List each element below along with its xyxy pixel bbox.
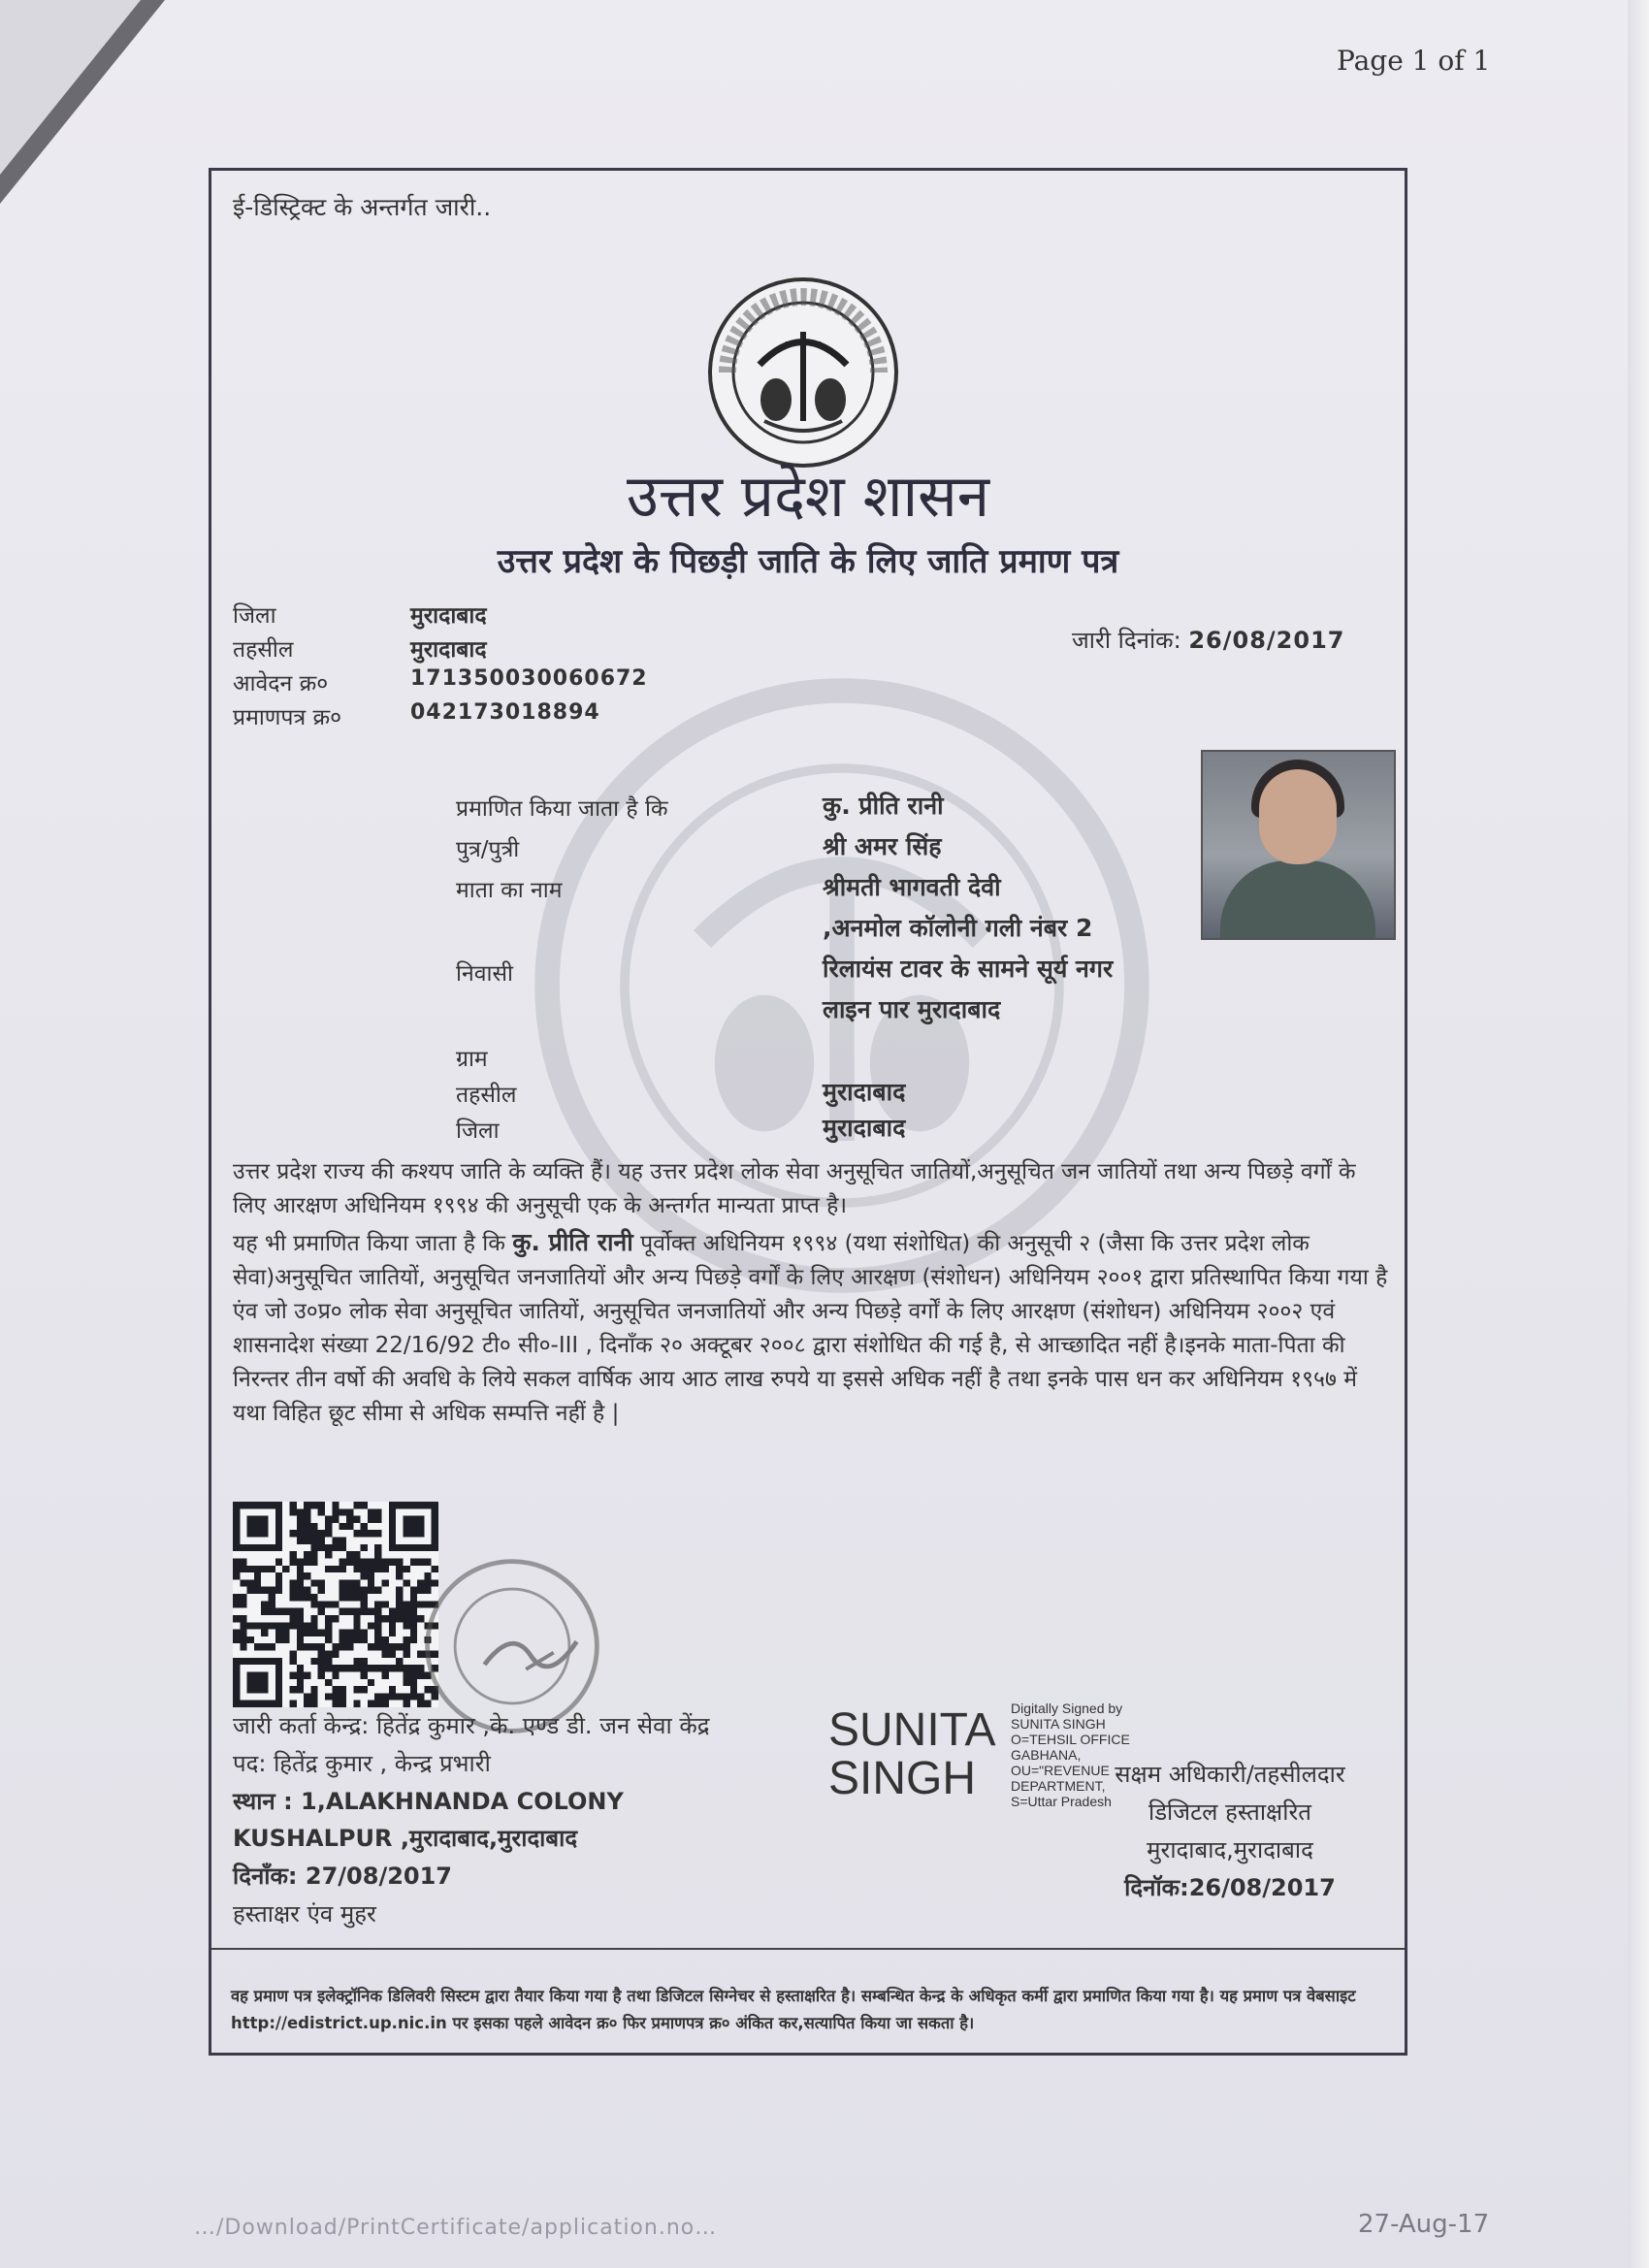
- applicant-tehsil-label: तहसील: [456, 1083, 517, 1108]
- applicant-photo: [1201, 750, 1396, 940]
- applicant-tehsil-value: मुरादाबाद: [823, 1078, 906, 1106]
- exemption-paragraph-lead: यह भी प्रमाणित किया जाता है कि: [233, 1231, 513, 1256]
- father-name: श्री अमर सिंह: [823, 832, 942, 860]
- applicant-name: कु. प्रीति रानी: [823, 792, 944, 820]
- folded-corner-flap: [0, 0, 141, 175]
- print-date-strip: 27-Aug-17: [1358, 2210, 1490, 2239]
- address-line-1: ,अनमोल कॉलोनी गली नंबर 2: [823, 914, 1093, 942]
- signature-detail-line: DEPARTMENT,: [1011, 1778, 1106, 1794]
- issuer-place-2: KUSHALPUR ,मुरादाबाद,मुरादाबाद: [233, 1825, 578, 1852]
- officer-title: सक्षम अधिकारी/तहसीलदार: [1115, 1761, 1345, 1788]
- village-label: ग्राम: [456, 1047, 488, 1072]
- exemption-paragraph: [233, 1225, 1392, 1431]
- applicant-district-label: जिला: [456, 1118, 500, 1144]
- certified-label: प्रमाणित किया जाता है कि: [456, 796, 668, 822]
- tehsil-label: तहसील: [233, 637, 294, 663]
- officer-date: दिनॉक:26/08/2017: [1124, 1874, 1336, 1901]
- exemption-paragraph-text: पूर्वोक्त अधिनियम १९९४ (यथा संशोधित) की अनुसूची २ (जैसा कि उत्तर प्रदेश लोक सेवा)अनुसूचित जातियों, अनुसूचित जनजातियों और अन्य पिछड़े वर्गों के लिए आरक्षण (संशोधन) अधिनियम २००१ द्वारा प्रतिस्थापित किया गया है एंव जो उ०प्र० लोक सेवा अनुसूचित जातियों, अनुसूचित जनजातियों और अन्य पिछड़े वर्गों के लिए आरक्षण (संशोधन) अधिनियम २००२ एवं शासनादेश संख्या 22/16/92 टी० सी०-III , दिनाँक २० अक्टूबर २००८ द्वारा संशोधित की गई है, से आच्छादित नहीं है।इनके माता-पिता की निरन्तर तीन वर्षो की अवधि के लिये सकल वार्षिक आय आठ लाख रुपये या इससे अधिक नहीं है तथा इनके पास धन कर अधिनियम १९५७ में यथा विहित छूट सीमा से अधिक सम्पत्ति नहीं है |: [233, 1231, 1388, 1426]
- signature-detail-line: S=Uttar Pradesh: [1011, 1794, 1112, 1809]
- sign-seal-label: हस्ताक्षर एंव मुहर: [233, 1900, 376, 1928]
- tehsil-value: मुरादाबाद: [410, 637, 487, 663]
- mother-label: माता का नाम: [456, 878, 563, 903]
- issuer-place: स्थान : 1,ALAKHNANDA COLONY: [233, 1788, 624, 1815]
- certificate-frame: [209, 168, 1407, 2056]
- application-no-value: 171350030060672: [410, 666, 648, 691]
- signature-detail-line: GABHANA,: [1011, 1747, 1082, 1763]
- applicant-district-value: मुरादाबाद: [823, 1114, 906, 1142]
- son-daughter-label: पुत्र/पुत्री: [456, 837, 520, 862]
- mother-name: श्रीमती भागवती देवी: [823, 873, 1001, 901]
- application-no-label: आवेदन क्र०: [233, 671, 329, 697]
- district-value: मुरादाबाद: [410, 603, 487, 629]
- print-url-strip: …/Download/PrintCertificate/application.no…: [194, 2216, 718, 2240]
- district-label: जिला: [233, 603, 276, 629]
- page-number: Page 1 of 1: [1337, 45, 1491, 77]
- signature-detail-line: SUNITA SINGH: [1011, 1716, 1106, 1732]
- issuer-date: दिनाँक: 27/08/2017: [233, 1863, 453, 1890]
- government-title: उत्तर प्रदेश शासन: [626, 463, 990, 531]
- signature-detail-line: O=TEHSIL OFFICE: [1011, 1732, 1130, 1747]
- digital-signature-details: [1011, 1701, 1130, 1809]
- page-edge: [1628, 0, 1649, 2268]
- issue-date-label: जारी दिनांक:: [1072, 627, 1181, 654]
- up-government-emblem-icon: [706, 275, 900, 470]
- digital-signature-name: [828, 1706, 995, 1803]
- signature-last-name: SINGH: [828, 1753, 977, 1804]
- resident-label: निवासी: [456, 961, 513, 987]
- issue-date-value: 26/08/2017: [1188, 627, 1345, 654]
- issuer-post: पद: हितेंद्र कुमार , केन्द्र प्रभारी: [233, 1750, 491, 1777]
- exemption-paragraph-name: कु. प्रीति रानी: [512, 1228, 633, 1256]
- issuing-center: जारी कर्ता केन्द्र: हितेंद्र कुमार ,के. एण्ड डी. जन सेवा केंद्र: [233, 1712, 710, 1739]
- caste-paragraph: उत्तर प्रदेश राज्य की कश्यप जाति के व्यक्ति हैं। यह उत्तर प्रदेश लोक सेवा अनुसूचित जातियों,अनुसूचित जन जातियों तथा अन्य पिछड़े वर्गों के लिए आरक्षण अधिनियम १९९४ की अनुसूची एक के अन्तर्गत मान्यता प्राप्त है।: [233, 1159, 1356, 1218]
- issue-date: [1072, 624, 1344, 656]
- photo-face: [1259, 769, 1337, 864]
- address-line-2: रिलायंस टावर के सामने सूर्य नगर: [823, 955, 1114, 983]
- signature-detail-line: OU="REVENUE: [1011, 1763, 1110, 1778]
- signature-detail-line: Digitally Signed by: [1011, 1701, 1123, 1716]
- certificate-title: उत्तर प्रदेश के पिछड़ी जाति के लिए जाति प्रमाण पत्र: [497, 542, 1119, 581]
- signature-first-name: SUNITA: [828, 1704, 996, 1756]
- footer-divider: [211, 1948, 1405, 1950]
- verification-note: वह प्रमाण पत्र इलेक्ट्रॉनिक डिलिवरी सिस्टम द्वारा तैयार किया गया है तथा डिजिटल सिग्नेचर से हस्ताक्षरित है। सम्बन्धित केन्द्र के अधिकृत कर्मी द्वारा प्रमाणित किया गया है। यह प्रमाण पत्र वेबसाइट http://edistrict.up.nic.in पर इसका पहले आवेदन क्र० फिर प्रमाणपत्र क्र० अंकित कर,सत्यापित किया जा सकता है।: [231, 1987, 1356, 2032]
- certificate-no-value: 042173018894: [410, 700, 600, 725]
- certificate-no-label: प्रमाणपत्र क्र०: [233, 705, 342, 730]
- officer-signed: डिजिटल हस्ताक्षरित: [1148, 1798, 1311, 1826]
- photo-body: [1220, 860, 1375, 940]
- issued-under-text: ई-डिस्ट्रिक्ट के अन्तर्गत जारी..: [233, 193, 492, 221]
- officer-place: मुरादाबाद,मुरादाबाद: [1147, 1836, 1313, 1863]
- address-line-3: लाइन पार मुरादाबाद: [823, 995, 1001, 1023]
- qr-code: [233, 1502, 438, 1707]
